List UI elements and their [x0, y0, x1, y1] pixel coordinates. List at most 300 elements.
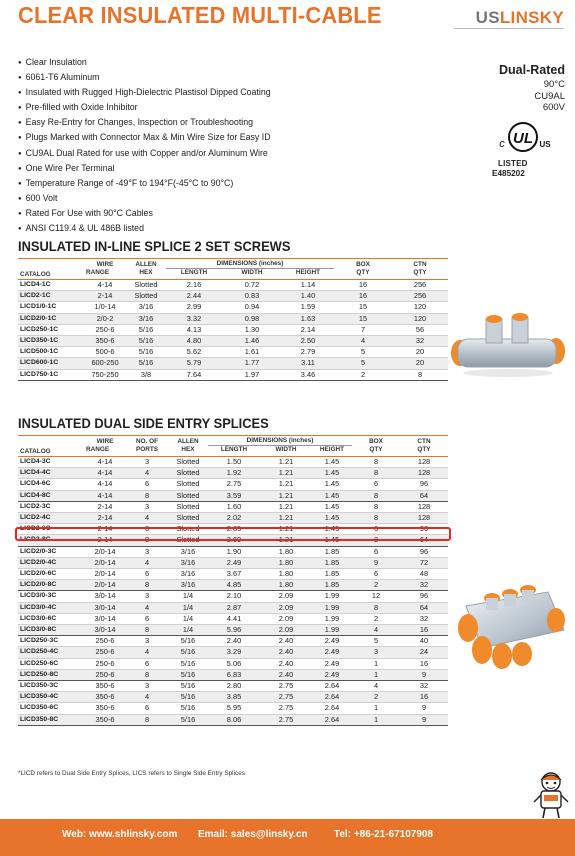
table-cell: 2/0-14: [84, 557, 126, 568]
table-cell: 3/0-14: [94, 591, 116, 601]
table-cell: 9: [400, 714, 448, 725]
table-cell: 1.45: [312, 513, 352, 524]
catalog-cell: LICD750-1C: [20, 370, 59, 378]
table-row: [18, 336, 448, 347]
table-row: [18, 513, 448, 524]
table-cell: 1.97: [244, 369, 260, 379]
table-cell: 1.80: [260, 580, 312, 591]
table-cell: 4: [352, 625, 400, 636]
col-length: LENGTH: [208, 446, 260, 457]
table-cell: 5.96: [208, 625, 260, 636]
table-cell: 4: [126, 513, 168, 524]
table-cell: 0.98: [222, 313, 282, 324]
catalog-cell: LICD350-3C: [20, 682, 59, 690]
table-cell: 16: [400, 625, 448, 636]
table-row: [18, 613, 448, 624]
table-cell: 0.94: [244, 302, 260, 312]
table-cell: 3: [144, 457, 150, 466]
table-cell: 5: [373, 636, 379, 646]
table-cell: 2-14: [97, 501, 113, 511]
table-cell: Slotted: [168, 490, 208, 501]
table-cell: Slotted: [168, 468, 208, 479]
table-cell: 4-14: [84, 490, 126, 501]
catalog-cell: LICD3/0-6C: [20, 614, 57, 622]
table-cell: 1/0-14: [94, 302, 116, 312]
table-row: [18, 669, 448, 680]
catalog-cell: LICD3/0-4C: [18, 602, 84, 613]
table-cell: 6: [144, 658, 150, 668]
table-cell: 5/16: [168, 669, 208, 680]
table-cell: 3.69: [208, 535, 260, 546]
table-cell: 8: [373, 501, 379, 511]
table-cell: Slotted: [168, 535, 208, 546]
table-cell: 8: [417, 369, 423, 379]
table-row: [18, 714, 448, 725]
table-cell: 32: [392, 336, 448, 347]
table-cell: Slotted: [134, 280, 158, 289]
table-cell: 350-6: [95, 703, 115, 713]
catalog-cell: LICD2/0-1C: [18, 313, 84, 324]
table-cell: 1.45: [324, 524, 340, 534]
table-cell: 120: [392, 313, 448, 324]
feature-list: [18, 56, 271, 237]
table-cell: 0.72: [244, 280, 260, 289]
table-row: [18, 369, 448, 380]
table-cell: 1.21: [278, 479, 294, 489]
catalog-cell: LICD500-1C: [20, 348, 59, 356]
catalog-cell: LICD2-1C: [18, 291, 84, 302]
table-cell: 1.80: [278, 546, 294, 556]
table-cell: 1.99: [324, 591, 340, 601]
table-cell: 2.44: [166, 291, 222, 302]
table-cell: 2.64: [324, 681, 340, 691]
table-cell: 128: [417, 501, 431, 511]
table-cell: 3.32: [166, 313, 222, 324]
table-cell: 1.59: [300, 302, 316, 312]
footer-email[interactable]: Email: sales@linsky.cn: [198, 829, 308, 840]
table-cell: 256: [413, 280, 427, 289]
table-cell: 128: [400, 468, 448, 479]
table-cell: 1.21: [260, 468, 312, 479]
col-ctn-qty: QTY: [392, 269, 448, 280]
table-cell: 1.60: [226, 501, 242, 511]
table-cell: 120: [413, 302, 427, 312]
table-cell: 8: [352, 513, 400, 524]
table-cell: 1.99: [324, 613, 340, 623]
table-cell: 2.49: [312, 647, 352, 658]
table-cell: 1.85: [324, 569, 340, 579]
col-catalog: CATALOG: [18, 259, 84, 280]
table-cell: 4-14: [97, 280, 113, 289]
table-cell: 2.75: [260, 692, 312, 703]
table-cell: 3.11: [282, 358, 334, 369]
table-cell: 3.67: [226, 569, 242, 579]
table-cell: 2.02: [208, 513, 260, 524]
dual-splice-table: [18, 435, 448, 726]
rating-temp: 90°C: [543, 79, 565, 90]
feature-item: ● 600 Volt: [18, 192, 271, 207]
table-cell: 16: [419, 658, 429, 668]
table-cell: 3: [144, 636, 150, 646]
ul-listed-label: LISTED: [498, 159, 528, 168]
table-cell: 8: [126, 535, 168, 546]
table-cell: 4-14: [97, 457, 113, 466]
table-cell: 2.75: [278, 703, 294, 713]
table-cell: 8: [352, 602, 400, 613]
table-cell: 16: [358, 280, 368, 289]
table-cell: 1: [373, 703, 379, 713]
table-cell: 7: [360, 324, 366, 334]
table-cell: 2.49: [208, 557, 260, 568]
table-cell: 250-6: [84, 669, 126, 680]
table-cell: 3/0-14: [94, 613, 116, 623]
mascot-icon: [530, 770, 572, 820]
table-cell: 8: [126, 669, 168, 680]
table-cell: 3: [352, 647, 400, 658]
table-cell: 1/4: [168, 602, 208, 613]
feature-item: ● CU9AL Dual Rated for use with Copper and/or Aluminum Wire: [18, 147, 271, 162]
table-cell: 4-14: [84, 468, 126, 479]
logo-us-text: US: [475, 8, 500, 27]
col-ctn: CTN: [417, 437, 431, 445]
table-cell: 1.45: [312, 535, 352, 546]
catalog-cell: LICD2/0-4C: [18, 557, 84, 568]
ul-c-text: c: [499, 138, 505, 150]
table-cell: 5/16: [168, 692, 208, 703]
table-cell: 2-14: [84, 535, 126, 546]
table-cell: 6: [144, 703, 150, 713]
table-cell: 2.64: [312, 692, 352, 703]
table-cell: 3/0-14: [84, 625, 126, 636]
table-cell: 1.45: [312, 490, 352, 501]
catalog-cell: LICD2-4C: [18, 513, 84, 524]
catalog-cell: LICD4-3C: [20, 458, 51, 465]
table-cell: 5/16: [180, 681, 196, 691]
catalog-cell: LICD250-1C: [20, 325, 59, 333]
table-cell: 5: [360, 347, 366, 357]
table-cell: 3.29: [208, 647, 260, 658]
catalog-cell: LICD250-6C: [20, 659, 59, 667]
table-cell: 1.99: [312, 625, 352, 636]
table-cell: 1.45: [312, 468, 352, 479]
table-cell: 8: [352, 490, 400, 501]
table-cell: 96: [419, 524, 429, 534]
col-allen-hex: HEX: [168, 446, 208, 457]
table-cell: 2.49: [312, 669, 352, 680]
table-cell: 1.80: [278, 569, 294, 579]
table-cell: 2.75: [260, 714, 312, 725]
table-cell: 1.46: [222, 336, 282, 347]
table-cell: 5.79: [166, 358, 222, 369]
table-cell: 9: [421, 703, 427, 713]
table-cell: 2.80: [226, 681, 242, 691]
table-cell: 128: [417, 457, 431, 466]
table-cell: 2.16: [186, 280, 202, 289]
table-row: [18, 681, 448, 692]
table-cell: 750-250: [91, 369, 119, 379]
highlighted-row-outline: [15, 527, 451, 541]
table-cell: Slotted: [176, 524, 200, 534]
table-row: [18, 692, 448, 703]
dual-table-body: [18, 457, 448, 726]
table-cell: 20: [392, 358, 448, 369]
col-length: LENGTH: [166, 269, 222, 280]
table-cell: 600-250: [84, 358, 126, 369]
inline-splice-image: [448, 305, 570, 385]
col-catalog: CATALOG: [18, 436, 84, 457]
footer-web[interactable]: Web: www.shlinsky.com: [62, 829, 178, 840]
table-cell: 1.50: [226, 457, 242, 466]
table-cell: 40: [419, 636, 429, 646]
ul-mark-text: UL: [513, 130, 533, 147]
table-cell: 4.85: [208, 580, 260, 591]
table-cell: 1.21: [278, 457, 294, 466]
catalog-cell: LICD4-6C: [20, 480, 51, 488]
table-cell: 2.99: [186, 302, 202, 312]
table-cell: 5/16: [138, 347, 154, 357]
table-cell: 32: [419, 613, 429, 623]
table-cell: 1.14: [300, 280, 316, 289]
table-cell: 2.64: [324, 703, 340, 713]
table-cell: Slotted: [126, 291, 166, 302]
table-cell: 4: [334, 336, 392, 347]
table-cell: 4: [126, 468, 168, 479]
table-cell: 56: [415, 324, 425, 334]
table-cell: 350-6: [84, 714, 126, 725]
table-cell: 2: [373, 613, 379, 623]
table-cell: 1.85: [312, 580, 352, 591]
table-cell: 6: [144, 479, 150, 489]
table-cell: 6: [373, 569, 379, 579]
table-cell: 15: [358, 302, 368, 312]
table-cell: 96: [419, 546, 429, 556]
table-cell: 128: [400, 513, 448, 524]
table-row: [18, 280, 448, 291]
table-cell: 2: [360, 369, 366, 379]
table-cell: 2.75: [278, 681, 294, 691]
table-cell: 2.40: [260, 647, 312, 658]
table-cell: 5/16: [180, 658, 196, 668]
footer-tel: Tel: +86-21-67107908: [334, 829, 434, 840]
table-cell: 3: [144, 501, 150, 511]
table-cell: 2.09: [260, 602, 312, 613]
table-cell: 2.09: [278, 591, 294, 601]
table-cell: 2.49: [324, 636, 340, 646]
table-cell: 3: [144, 546, 150, 556]
table-cell: 5/16: [168, 647, 208, 658]
catalog-cell: LICD350-4C: [18, 692, 84, 703]
table-cell: 3/8: [140, 369, 152, 379]
table-cell: 32: [419, 681, 429, 691]
table-cell: 8: [126, 714, 168, 725]
col-box-qty: QTY: [352, 446, 400, 457]
catalog-cell: LICD350-1C: [18, 336, 84, 347]
feature-item: ● 6061-T6 Aluminum: [18, 71, 271, 86]
catalog-cell: LICD350-6C: [20, 704, 59, 712]
table-row: [18, 490, 448, 501]
table-cell: 2.40: [260, 669, 312, 680]
table-cell: 5: [334, 358, 392, 369]
table-cell: 16: [400, 692, 448, 703]
table-cell: 2.87: [208, 602, 260, 613]
table-cell: 3/16: [168, 557, 208, 568]
table-cell: 1: [352, 669, 400, 680]
table-cell: Slotted: [176, 479, 200, 489]
table-cell: 4-14: [97, 479, 113, 489]
table-cell: 256: [392, 291, 448, 302]
table-cell: 1.61: [244, 347, 260, 357]
col-box-qty: QTY: [334, 269, 392, 280]
page-title: CLEAR INSULATED MULTI-CABLE: [18, 2, 382, 28]
table-cell: 12: [371, 591, 381, 601]
table-cell: 350-6: [84, 692, 126, 703]
feature-item: ● Rated For Use with 90°C Cables: [18, 207, 271, 222]
table-cell: 2.85: [226, 524, 242, 534]
ul-file-number: E485202: [492, 169, 525, 178]
col-ctn: CTN: [413, 260, 427, 268]
table-cell: 1.21: [260, 490, 312, 501]
table-row: [18, 501, 448, 512]
table-cell: 72: [400, 557, 448, 568]
table-cell: 3: [144, 681, 150, 691]
table-row: [18, 313, 448, 324]
table-cell: 6: [144, 613, 150, 623]
table-cell: 5/16: [168, 714, 208, 725]
feature-item: ● One Wire Per Terminal: [18, 162, 271, 177]
table-row: [18, 647, 448, 658]
catalog-cell: LICD4-8C: [18, 490, 84, 501]
table-cell: 3.59: [208, 490, 260, 501]
table-cell: Slotted: [168, 513, 208, 524]
col-dimensions: DIMENSIONS (inches): [166, 259, 334, 269]
table-cell: 8: [126, 625, 168, 636]
table-cell: 1.85: [312, 557, 352, 568]
table-row: [18, 636, 448, 647]
table-cell: 4: [126, 692, 168, 703]
col-allen: ALLEN: [177, 437, 199, 445]
table-cell: 6: [144, 524, 150, 534]
table-cell: 5.62: [186, 347, 202, 357]
table-cell: 20: [415, 347, 425, 357]
table-cell: 1/4: [182, 613, 194, 623]
table-row: [18, 457, 448, 468]
table-cell: 1.92: [208, 468, 260, 479]
table-cell: 1/4: [182, 591, 194, 601]
rating-title: Dual-Rated: [499, 63, 565, 77]
col-height: HEIGHT: [312, 446, 352, 457]
table-cell: 2.09: [278, 613, 294, 623]
table-cell: 5/16: [180, 636, 196, 646]
table-cell: 2.75: [226, 479, 242, 489]
table-cell: 250-6: [95, 324, 115, 334]
catalog-cell: LICD600-1C: [18, 358, 84, 369]
table-cell: 6: [144, 569, 150, 579]
col-width: WIDTH: [222, 269, 282, 280]
table-cell: 9: [400, 669, 448, 680]
table-cell: 1.21: [260, 513, 312, 524]
table-cell: 8: [373, 457, 379, 466]
table-cell: 1.63: [282, 313, 334, 324]
table-cell: 5/16: [180, 703, 196, 713]
feature-item: ● Easy Re-Entry for Changes, Inspection or Troubleshooting: [18, 116, 271, 131]
feature-item: ● Plugs Marked with Connector Max & Min Wire Size for Easy ID: [18, 131, 271, 146]
brand-logo: [476, 8, 564, 28]
table-cell: 6: [373, 524, 379, 534]
table-row: [18, 324, 448, 335]
table-cell: 1.45: [324, 501, 340, 511]
table-cell: 9: [352, 557, 400, 568]
table-row: [18, 479, 448, 490]
table-cell: 1.21: [260, 535, 312, 546]
table-cell: 48: [419, 569, 429, 579]
table-cell: 3.46: [300, 369, 316, 379]
catalog-cell: LICD250-8C: [18, 669, 84, 680]
col-allen-hex: HEX: [126, 269, 166, 280]
table-cell: 3: [144, 591, 150, 601]
table-row: [18, 580, 448, 591]
catalog-cell: LICD2/0-6C: [20, 570, 57, 578]
table-cell: 8: [352, 468, 400, 479]
table-cell: 250-6: [84, 647, 126, 658]
table-cell: 5/16: [138, 324, 154, 334]
table-cell: 24: [400, 647, 448, 658]
table-cell: 2.09: [260, 625, 312, 636]
table-cell: 1.99: [312, 602, 352, 613]
table-cell: 64: [400, 490, 448, 501]
table-cell: 1.80: [260, 557, 312, 568]
table-cell: 2-14: [84, 291, 126, 302]
table-cell: 2.50: [282, 336, 334, 347]
table-cell: 2/0-14: [94, 569, 116, 579]
table-row: [18, 291, 448, 302]
table-cell: 2.40: [226, 636, 242, 646]
table-cell: 3/16: [138, 302, 154, 312]
table-row: [18, 347, 448, 358]
table-row: [18, 358, 448, 369]
table-cell: 2.40: [278, 658, 294, 668]
catalog-cell: LICD3/0-3C: [20, 592, 57, 600]
table-row: [18, 658, 448, 669]
table-cell: 2.49: [324, 658, 340, 668]
table-cell: 1.45: [324, 479, 340, 489]
col-dimensions: DIMENSIONS (inches): [208, 436, 352, 446]
col-wire-range: RANGE: [84, 446, 126, 457]
table-cell: 5/16: [126, 336, 166, 347]
col-wire: WIRE: [96, 437, 114, 445]
feature-item: ● Insulated with Rugged High-Dielectric Plastisol Dipped Coating: [18, 86, 271, 101]
table-cell: 64: [400, 535, 448, 546]
table-row: [18, 591, 448, 602]
table-cell: 1.30: [244, 324, 260, 334]
table-cell: 2.10: [226, 591, 242, 601]
col-ports-count: PORTS: [126, 446, 168, 457]
table-cell: 2: [352, 692, 400, 703]
table-cell: 16: [334, 291, 392, 302]
catalog-cell: LICD250-4C: [18, 647, 84, 658]
table-cell: 1.45: [324, 457, 340, 466]
table-row: [18, 546, 448, 557]
inline-splice-table: [18, 258, 448, 381]
catalog-cell: LICD2/0-8C: [18, 580, 84, 591]
col-wire: WIRE: [96, 260, 114, 268]
table-cell: 1/4: [168, 625, 208, 636]
col-wire-range: RANGE: [84, 269, 126, 280]
col-height: HEIGHT: [282, 269, 334, 280]
catalog-cell: LICD2-3C: [20, 502, 51, 510]
table-cell: 1.21: [278, 524, 294, 534]
table-cell: 5.95: [226, 703, 242, 713]
table-cell: 250-6: [95, 658, 115, 668]
